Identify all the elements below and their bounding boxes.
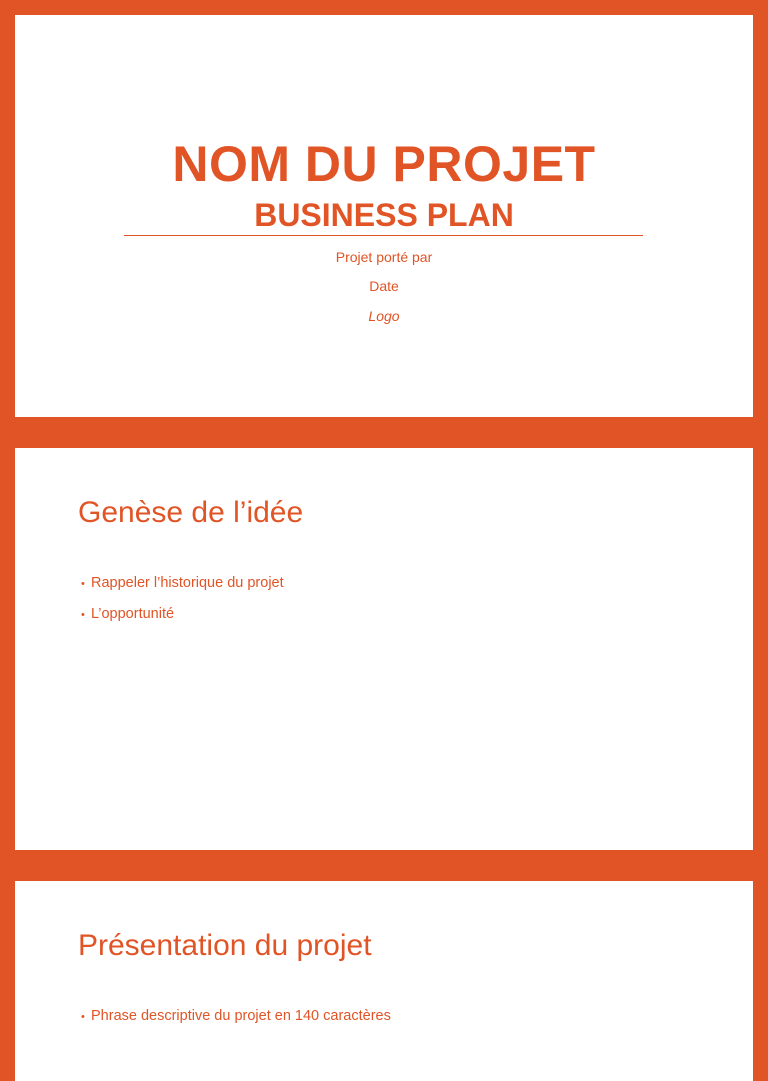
bullet-list — [81, 1001, 391, 1032]
project-presentation-slide — [15, 881, 753, 1081]
bullet-icon: • — [81, 1011, 85, 1023]
list-item — [81, 599, 284, 630]
bullet-list — [81, 568, 284, 630]
slide-heading: Présentation du projet — [78, 929, 372, 962]
date-line: Date — [369, 278, 399, 294]
logo-placeholder: Logo — [368, 308, 400, 324]
business-plan-subtitle: BUSINESS PLAN — [254, 197, 514, 233]
slide-heading: Genèse de l’idée — [78, 496, 304, 529]
bullet-icon: • — [81, 578, 85, 590]
list-item — [81, 1001, 391, 1032]
bullet-text: L’opportunité — [91, 606, 175, 622]
list-item — [81, 568, 284, 599]
bullet-text: Phrase descriptive du projet en 140 caractères — [91, 1008, 391, 1024]
idea-genesis-slide — [15, 448, 753, 850]
project-owner-line: Projet porté par — [335, 249, 433, 265]
title-divider — [124, 235, 643, 236]
bullet-icon: • — [81, 609, 85, 621]
title-slide — [15, 15, 753, 417]
project-name-title: NOM DU PROJET — [172, 136, 596, 192]
bullet-text: Rappeler l’historique du projet — [91, 575, 284, 591]
